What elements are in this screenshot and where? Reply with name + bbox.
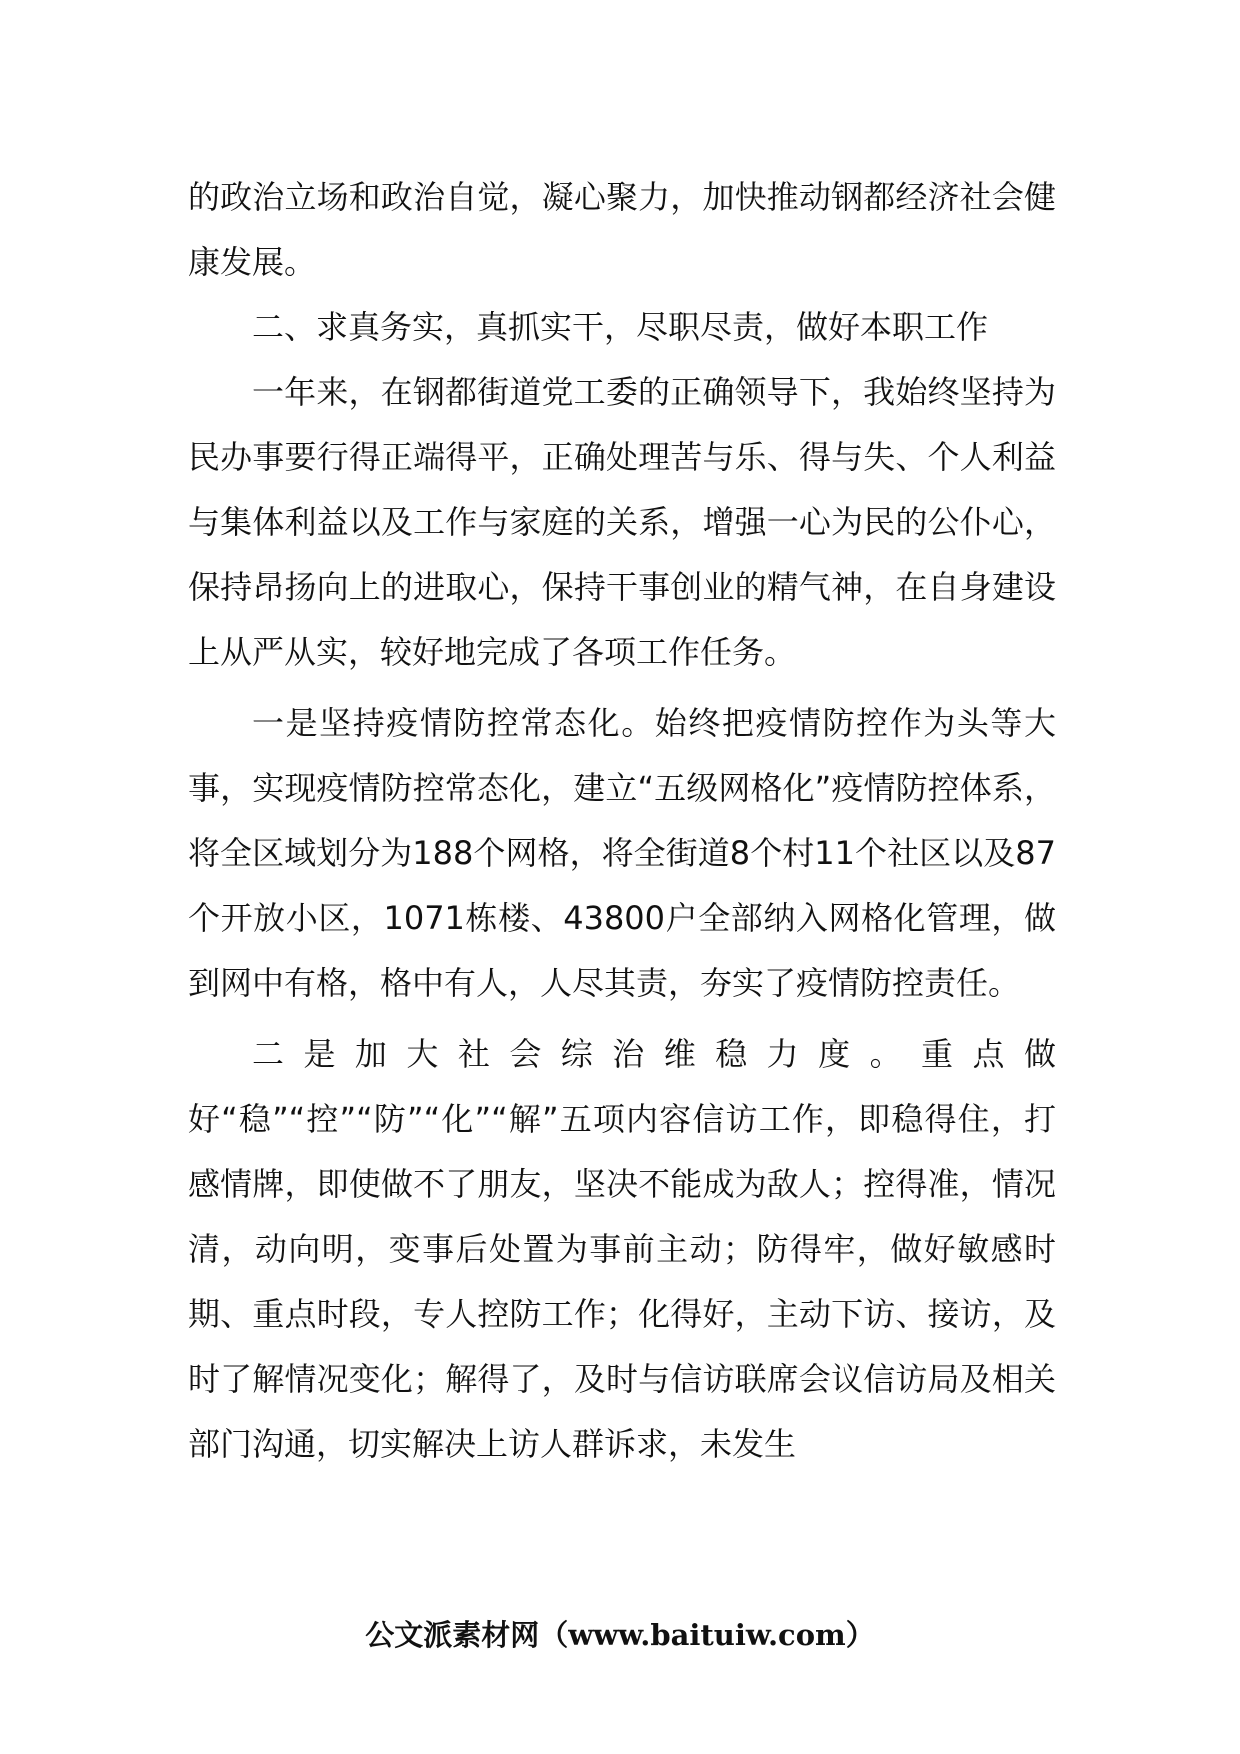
paragraph-4: 一是坚持疫情防控常态化。始终把疫情防控作为头等大事，实现疫情防控常态化，建立“五级网格化”疫情防控体系，将全区域划分为188个网格，将全街道8个村11个社区以及87个开放小区，1071栋楼、43800户全部纳入网格化管理，做到网中有格，格中有人，人尽其责，夯实了疫情防控责任。: [188, 704, 1056, 1002]
paragraph-5: 二是加大社会综治维稳力度。重点做好“稳”“控”“防”“化”“解”五项内容信访工作，即稳得住，打感情牌，即使做不了朋友，坚决不能成为敌人；控得准，情况清，动向明，变事后处置为事前主动；防得牢，做好敏感时期、重点时段，专人控防工作；化得好，主动下访、接访，及时了解情况变化；解得了，及时与信访联席会议信访局及相关部门沟通，切实解决上访人群诉求，未发生: [188, 1035, 1056, 1463]
document-body: [188, 165, 1056, 1477]
footer-watermark: 公文派素材网（www.baituiw.com）: [365, 1618, 875, 1652]
paragraph-3: 一年来，在钢都街道党工委的正确领导下，我始终坚持为民办事要行得正端得平，正确处理苦与乐、得与失、个人利益与集体利益以及工作与家庭的关系，增强一心为民的公仆心，保持昂扬向上的进取心，保持干事创业的精气神，在自身建设上从严从实，较好地完成了各项工作任务。: [188, 373, 1056, 671]
section-heading-2: 二、求真务实，真抓实干，尽职尽责，做好本职工作: [252, 308, 989, 346]
paragraph-1: 的政治立场和政治自觉，凝心聚力，加快推动钢都经济社会健康发展。: [188, 178, 1056, 281]
